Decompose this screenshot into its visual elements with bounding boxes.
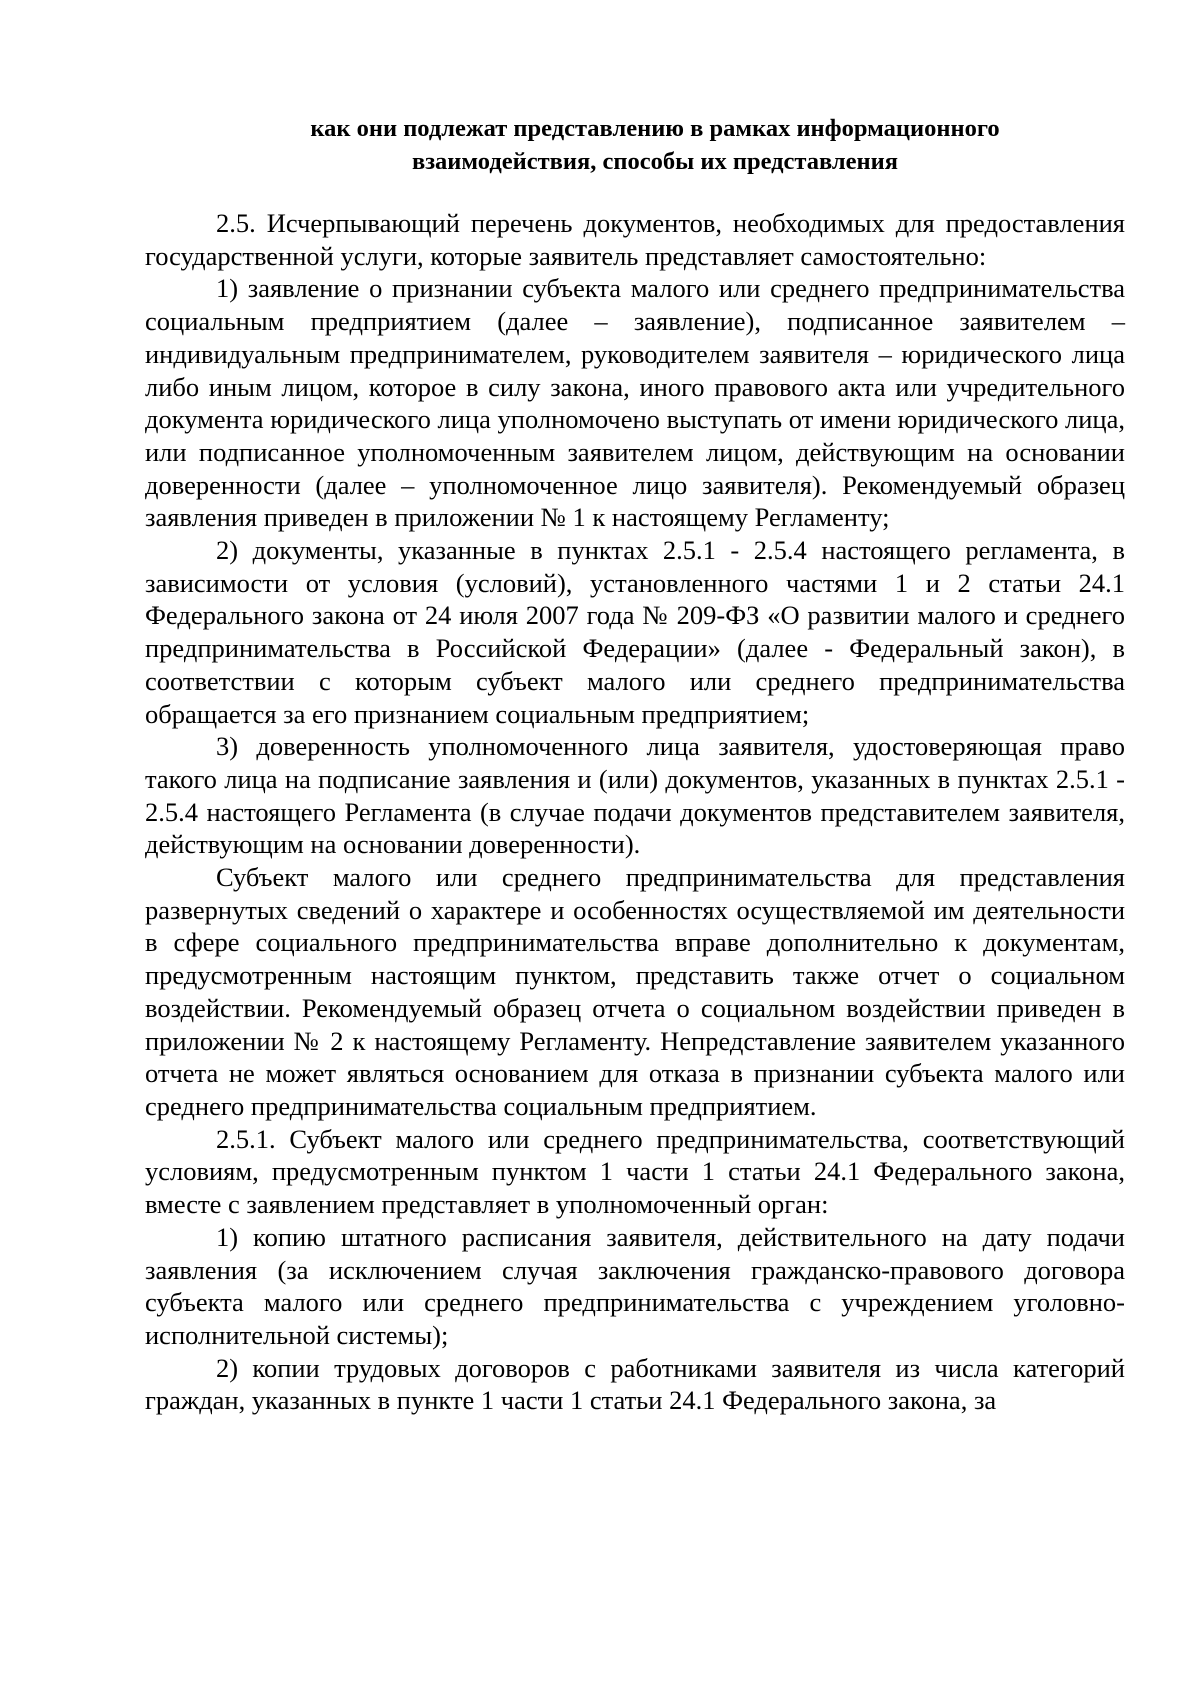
heading-line-2: взаимодействия, способы их представления <box>411 148 899 175</box>
paragraph-item-1-application: 1) заявление о признании субъекта малого или среднего предпринимательства социальным предприятием (далее – заявление), подписанное заявителем – индивидуальным предпринимателем, руководителем заявителя – юридического лица либо иным лицом, которое в силу закона, иного правового акта или учредительного документа юридического лица уполномочено выступать от имени юридического лица, или подписанное уполномоченным заявителем лицом, действующим на основании доверенности (далее – уполномоченное лицо заявителя). Рекомендуемый образец заявления приведен в приложении № 1 к настоящему Регламенту; <box>145 273 1125 533</box>
heading-line-1: как они подлежат представлению в рамках информационного <box>310 115 1000 142</box>
paragraph-social-impact-report: Субъект малого или среднего предпринимательства для представления развернутых сведений о характере и особенностях осуществляемой им деятельности в сфере социального предпринимательства вправе дополнительно к документам, предусмотренным настоящим пунктом, представить также отчет о социальном воздействии. Рекомендуемый образец отчета о социальном воздействии приведен в приложении № 2 к настоящему Регламенту. Непредставление заявителем указанного отчета не может являться основанием для отказа в признании субъекта малого или среднего предпринимательства социальным предприятием. <box>145 862 1125 1121</box>
section-heading <box>145 112 1125 178</box>
paragraph-2-5-1-item-1: 1) копию штатного расписания заявителя, действительного на дату подачи заявления (за исключением случая заключения гражданско-правового договора субъекта малого или среднего предпринимательства с учреждением уголовно-исполнительной системы); <box>145 1221 1125 1350</box>
paragraph-item-2-documents: 2) документы, указанные в пунктах 2.5.1 - 2.5.4 настоящего регламента, в зависимости от условия (условий), установленного частями 1 и 2 статьи 24.1 Федерального закона от 24 июля 2007 года № 209-ФЗ «О развитии малого и среднего предпринимательства в Российской Федерации» (далее - Федеральный закон), в соответствии с которым субъект малого или среднего предпринимательства обращается за его признанием социальным предприятием; <box>145 535 1125 729</box>
paragraph-2-5-1-item-2: 2) копии трудовых договоров с работниками заявителя из числа категорий граждан, указанных в пункте 1 части 1 статьи 24.1 Федерального закона, за <box>145 1352 1125 1416</box>
document-page <box>145 112 1125 1417</box>
paragraph-2-5-1: 2.5.1. Субъект малого или среднего предпринимательства, соответствующий условиям, предусмотренным пунктом 1 части 1 статьи 24.1 Федерального закона, вместе с заявлением представляет в уполномоченный орган: <box>145 1123 1125 1220</box>
paragraph-2-5: 2.5. Исчерпывающий перечень документов, необходимых для предоставления государственной услуги, которые заявитель представляет самостоятельно: <box>145 208 1125 271</box>
paragraph-item-3-power-of-attorney: 3) доверенность уполномоченного лица заявителя, удостоверяющая право такого лица на подписание заявления и (или) документов, указанных в пунктах 2.5.1 - 2.5.4 настоящего Регламента (в случае подачи документов представителем заявителя, действующим на основании доверенности). <box>145 731 1125 860</box>
